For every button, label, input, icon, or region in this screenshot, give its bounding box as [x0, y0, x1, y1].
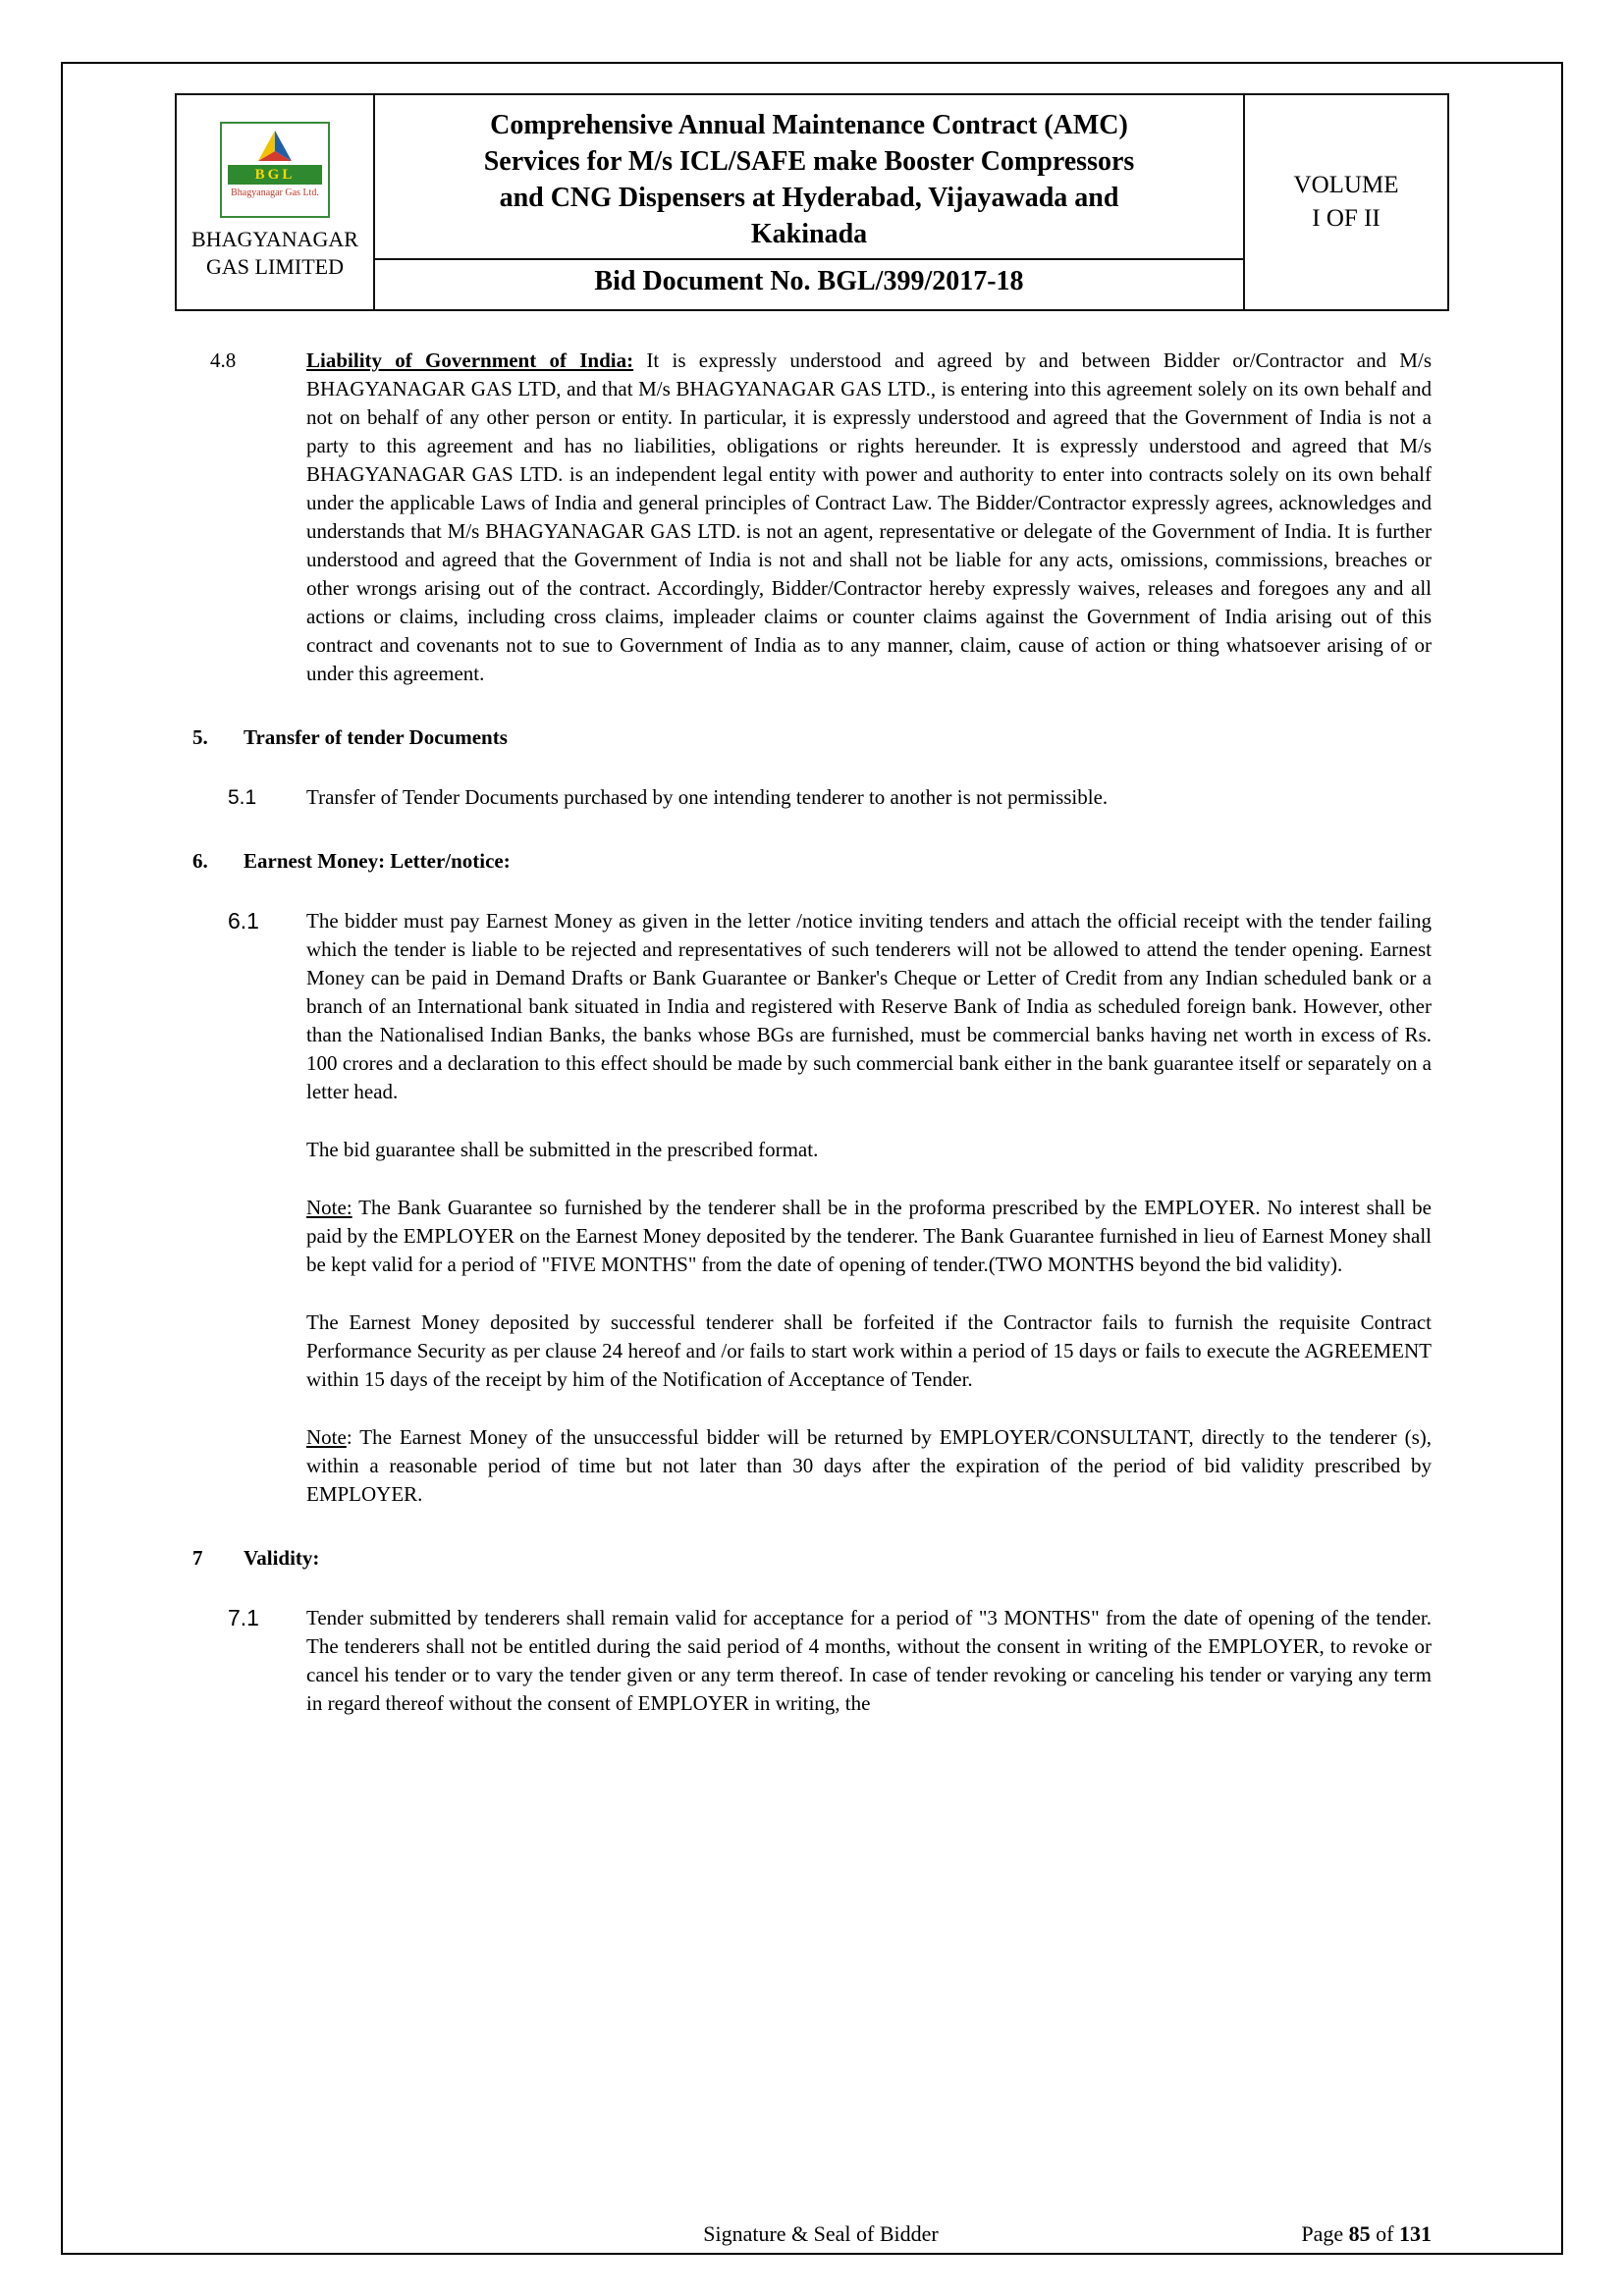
section-title: Validity: — [244, 1546, 320, 1570]
section-number: 6. — [192, 849, 208, 873]
clause-body: Tender submitted by tenderers shall remain valid for acceptance for a period of "3 MONTHS" from the date of opening of the tender. The tenderers shall not be entitled during the said period of 4 months, without the consent in writing of the EMPLOYER, to revoke or cancel his tender or to vary the tender given or any term thereof. In case of tender revoking or canceling his tender or varying any term in regard thereof without the consent of EMPLOYER in writing, the — [306, 1606, 1432, 1715]
total-pages: 131 — [1399, 2221, 1432, 2246]
clause-6-1 — [210, 907, 1432, 1106]
volume-cell — [1244, 94, 1448, 310]
document-title-line2: Services for M/s ICL/SAFE make Booster Compressors — [483, 146, 1135, 177]
section-5-heading — [192, 723, 1432, 752]
bid-guarantee-paragraph: The bid guarantee shall be submitted in the prescribed format. — [306, 1138, 819, 1161]
clause-body: It is expressly understood and agreed by and between Bidder or/Contractor and M/s BHAGYANAGAR GAS LTD, and that M/s BHAGYANAGAR GAS LTD., is entering into this agreement solely on its own behalf and not on behalf of any other person or entity. In particular, it is expressly understood and agreed that the Government of India is not a party to this agreement and has no liabilities, obligations or rights hereunder. It is expressly understood and agreed that M/s BHAGYANAGAR GAS LTD. is an independent legal entity with power and authority to enter into contracts solely on its own behalf under the applicable Laws of India and general principles of Contract Law. The Bidder/Contractor expressly agrees, acknowledges and understands that M/s BHAGYANAGAR GAS LTD. is not an agent, representative or delegate of the Government of India. It is further understood and agreed that the Government of India is not and shall not be liable for any acts, omissions, commissions, breaches or other wrongs arising out of the contract. Accordingly, Bidder/Contractor hereby expressly waives, releases and foregoes any and all actions or claims, including cross claims, impleader claims or counter claims against the Government of India arising out of this contract and covenants not to sue to Government of India as to any manner, claim, cause of action or thing whatsoever arising of or under this agreement. — [306, 348, 1432, 685]
section-title: Earnest Money: Letter/notice: — [244, 849, 511, 873]
document-title-line1: Comprehensive Annual Maintenance Contract (AMC) — [490, 110, 1128, 140]
clause-body: Transfer of Tender Documents purchased by one intending tenderer to another is not permissible. — [306, 785, 1109, 809]
note-1-body: The Bank Guarantee so furnished by the tenderer shall be in the proforma prescribed by the EMPLOYER. No interest shall be paid by the EMPLOYER on the Earnest Money deposited by the tenderer. The Bank Guarantee furnished in lieu of Earnest Money shall be kept valid for a period of "FIVE MONTHS" from the date of opening of tender.(TWO MONTHS beyond the bid validity). — [306, 1196, 1432, 1276]
section-number: 7 — [192, 1546, 203, 1570]
page-footer — [63, 2219, 1561, 2249]
bgl-logo-tagline: Bhagyanagar Gas Ltd. — [231, 187, 319, 198]
clause-body: The bidder must pay Earnest Money as given in the letter /notice inviting tenders and attach the official receipt with the tender failing which the tender is liable to be rejected and representatives of such tenderers will not be allowed to attend the tender opening. Earnest Money can be paid in Demand Drafts or Bank Guarantee or Banker's Cheque or Letter of Credit from any Indian scheduled bank or a branch of an International bank situated in India and registered with Reserve Bank of India as scheduled foreign bank. However, other than the Nationalised Indian Banks, the banks whose BGs are furnished, must be commercial banks having net worth in excess of Rs. 100 crores and a declaration to this effect should be made by such commercial bank either in the bank guarantee itself or separately on a letter head. — [306, 909, 1432, 1103]
clause-4-8 — [210, 347, 1432, 688]
document-title-line3: and CNG Dispensers at Hyderabad, Vijayawada and — [499, 183, 1119, 213]
company-name-line1: BHAGYANAGAR — [191, 227, 358, 251]
header-table — [175, 93, 1449, 311]
signature-label: Signature & Seal of Bidder — [703, 2221, 939, 2246]
note-1-label: Note: — [306, 1196, 352, 1219]
clause-number: 5.1 — [228, 786, 257, 809]
bid-document-number: Bid Document No. BGL/399/2017-18 — [375, 258, 1243, 309]
document-title — [375, 95, 1243, 258]
page-indicator — [1176, 2219, 1432, 2249]
page-label: Page — [1301, 2221, 1344, 2246]
clause-number: 6.1 — [228, 908, 259, 934]
section-title: Transfer of tender Documents — [244, 725, 508, 749]
section-number: 5. — [192, 725, 208, 749]
clause-number: 7.1 — [228, 1605, 259, 1630]
clause-number: 4.8 — [210, 348, 237, 372]
section-7-heading — [192, 1544, 1432, 1573]
note-1-paragraph — [306, 1194, 1432, 1279]
note-2-label: Note — [306, 1425, 347, 1449]
clause-5-1 — [210, 783, 1432, 812]
bgl-logo-acronym: BGL — [228, 165, 322, 185]
volume-line2: I OF II — [1312, 205, 1380, 232]
page-border — [61, 62, 1563, 2255]
document-title-line4: Kakinada — [750, 219, 868, 249]
section-6-heading — [192, 847, 1432, 876]
volume-line1: VOLUME — [1293, 172, 1399, 198]
company-name — [181, 226, 369, 281]
title-cell — [374, 94, 1244, 310]
note-2-body: : The Earnest Money of the unsuccessful bidder will be returned by EMPLOYER/CONSULTANT, directly to the tenderer (s), within a reasonable period of time but not later than 30 days after the expiration of the period of bid validity prescribed by EMPLOYER. — [306, 1425, 1432, 1506]
logo-cell — [176, 94, 374, 310]
of-label: of — [1376, 2221, 1394, 2246]
page-number: 85 — [1348, 2221, 1371, 2246]
clause-7-1 — [210, 1604, 1432, 1718]
document-body — [63, 311, 1561, 1718]
note-2-paragraph — [306, 1423, 1432, 1509]
company-name-line2: GAS LIMITED — [206, 254, 344, 279]
forfeiture-paragraph: The Earnest Money deposited by successful tenderer shall be forfeited if the Contractor fails to furnish the requisite Contract Performance Security as per clause 24 hereof and /or fails to start work within a period of 15 days or fails to execute the AGREEMENT within 15 days of the receipt by him of the Notification of Acceptance of Tender. — [306, 1310, 1432, 1391]
bgl-logo-emblem-icon — [244, 129, 306, 164]
bgl-logo — [220, 122, 330, 218]
clause-heading: Liability of Government of India: — [306, 348, 634, 372]
clause-text — [306, 347, 1432, 688]
